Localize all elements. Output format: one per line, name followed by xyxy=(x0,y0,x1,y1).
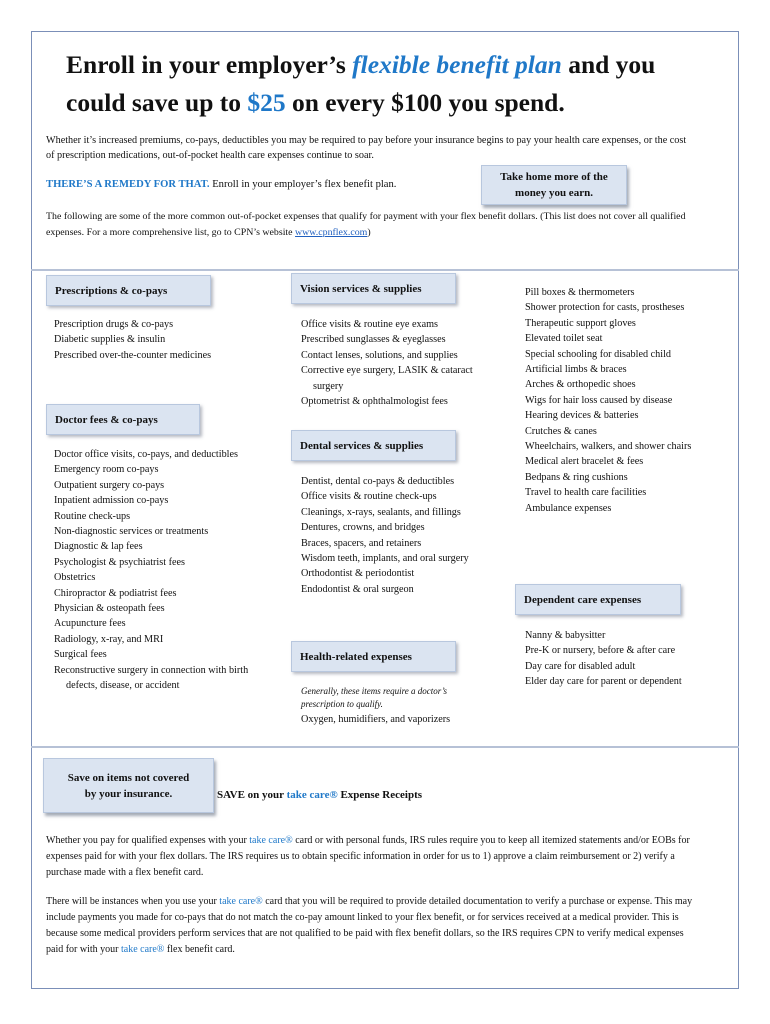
list-item: Non-diagnostic services or treatments xyxy=(54,526,209,538)
list-item: Cleanings, x-rays, sealants, and fillings xyxy=(301,506,461,518)
list-item: Prescribed over-the-counter medicines xyxy=(54,349,212,361)
list-item: Dentures, crowns, and bridges xyxy=(301,522,425,534)
misc-list xyxy=(525,285,720,516)
list-item: Crutches & canes xyxy=(525,425,597,437)
dependent-care-list xyxy=(525,628,720,690)
list-item: Inpatient admission co-pays xyxy=(54,495,169,507)
list-item: Physician & osteopath fees xyxy=(54,603,165,615)
list-item: Doctor office visits, co-pays, and deductibles xyxy=(54,449,238,460)
section-divider-bottom xyxy=(31,746,739,748)
list-item: Elevated toilet seat xyxy=(525,333,603,345)
dental-list xyxy=(301,474,501,597)
list-item: Nanny & babysitter xyxy=(525,630,606,641)
list-item: Emergency room co-pays xyxy=(54,464,159,476)
prescriptions-heading: Prescriptions & co-pays xyxy=(46,275,211,306)
doctor-fees-heading: Doctor fees & co-pays xyxy=(46,404,200,435)
list-item: Corrective eye surgery, LASIK & cataract surgery xyxy=(301,365,473,392)
list-item: Dentist, dental co-pays & deductibles xyxy=(301,476,455,487)
list-item: Braces, spacers, and retainers xyxy=(301,537,422,549)
list-item: Psychologist & psychiatrist fees xyxy=(54,556,186,568)
following-paragraph: The following are some of the more common out-of-pocket expenses that qualify for payment with your flex benefit dollars. (This list does not cover all qualified expenses. For a more comprehensive list, go to CPN’s website www.cpnflex.com) xyxy=(46,211,686,238)
list-item: Wigs for hair loss caused by disease xyxy=(525,394,673,406)
list-item: Day care for disabled adult xyxy=(525,660,636,672)
health-note: Generally, these items require a doctor’s prescription to qualify. xyxy=(301,686,447,709)
list-item: Elder day care for parent or dependent xyxy=(525,676,682,688)
list-item: Acupuncture fees xyxy=(54,618,126,630)
list-item: Office visits & routine eye exams xyxy=(301,319,439,330)
health-list xyxy=(301,712,501,727)
list-item: Pill boxes & thermometers xyxy=(525,287,635,298)
vision-list xyxy=(301,317,501,409)
list-item: Routine check-ups xyxy=(54,510,131,522)
intro-paragraph: Whether it’s increased premiums, co-pays, deductibles you may be required to pay before your insurance begins to pay your health care expenses, or the cost of prescription medications, out-of-pocket health care expenses continue to soar. xyxy=(46,135,687,161)
list-item: Obstetrics xyxy=(54,572,96,584)
list-item: Travel to health care facilities xyxy=(525,487,647,499)
list-item: Reconstructive surgery in connection with birth defects, disease, or accident xyxy=(54,664,249,692)
list-item: Shower protection for casts, prostheses xyxy=(525,302,685,314)
title-amount: $25 xyxy=(247,88,286,117)
list-item: Arches & orthopedic shoes xyxy=(525,379,636,391)
take-care-brand: take care® xyxy=(121,944,165,955)
callout-take-home: Take home more of the money you earn. xyxy=(481,165,627,205)
title-highlight: flexible benefit plan xyxy=(352,50,562,79)
list-item: Optometrist & ophthalmologist fees xyxy=(301,396,448,408)
list-item: Wheelchairs, walkers, and shower chairs xyxy=(525,441,692,453)
take-care-brand: take care® xyxy=(249,835,293,846)
cpnflex-link[interactable]: www.cpnflex.com xyxy=(295,226,368,238)
list-item: Orthodontist & periodontist xyxy=(301,568,415,580)
section-divider-top xyxy=(31,269,739,271)
list-item: Prescription drugs & co-pays xyxy=(54,319,174,330)
save-receipts-title: SAVE on your take care® Expense Receipts xyxy=(217,789,423,801)
list-item: Special schooling for disabled child xyxy=(525,348,671,360)
list-item: Endodontist & oral surgeon xyxy=(301,583,414,595)
list-item: Outpatient surgery co-pays xyxy=(54,479,165,491)
dental-heading: Dental services & supplies xyxy=(291,430,456,461)
prescriptions-list xyxy=(54,317,274,363)
remedy-line: THERE’S A REMEDY FOR THAT. Enroll in your employer’s flex benefit plan. xyxy=(46,179,397,190)
take-care-brand: take care® xyxy=(219,896,263,907)
list-item: Diabetic supplies & insulin xyxy=(54,334,166,346)
list-item: Artificial limbs & braces xyxy=(525,364,627,376)
list-item: Ambulance expenses xyxy=(525,502,612,514)
list-item: Wisdom teeth, implants, and oral surgery xyxy=(301,553,469,565)
vision-heading: Vision services & supplies xyxy=(291,273,456,304)
receipts-paragraph-2: There will be instances when you use your take care® card that you will be required to provide detailed documentation to verify a purchase or expense. This may include payments you made for co-pays that do not match the co-pay amount linked to your flex benefit, or for services received at a medical provider. This is because some medical providers perform services that are not qualified to be paid with flex benefit dollars, so the IRS requires CPN to verify medical expenses paid for with your take care® flex benefit card. xyxy=(46,896,693,955)
list-item: Contact lenses, solutions, and supplies xyxy=(301,349,458,361)
list-item: Bedpans & ring cushions xyxy=(525,471,628,483)
callout-save-items: Save on items not covered by your insurance. xyxy=(43,758,214,813)
doctor-fees-list xyxy=(54,447,274,694)
health-heading: Health-related expenses xyxy=(291,641,456,672)
list-item: Surgical fees xyxy=(54,649,107,661)
page-title: Enroll in your employer’s flexible benefit plan and you could save up to $25 on every $100 you spend. xyxy=(66,50,656,117)
dependent-care-heading: Dependent care expenses xyxy=(515,584,681,615)
list-item: Radiology, x-ray, and MRI xyxy=(54,633,164,645)
list-item: Medical alert bracelet & fees xyxy=(525,456,644,468)
list-item: Prescribed sunglasses & eyeglasses xyxy=(301,334,446,346)
take-care-brand: take care® xyxy=(286,789,338,801)
remedy-heading: THERE’S A REMEDY FOR THAT. xyxy=(46,179,210,190)
list-item: Diagnostic & lap fees xyxy=(54,541,143,553)
receipts-paragraph-1: Whether you pay for qualified expenses with your take care® card or with personal funds, IRS rules require you to keep all itemized statements and/or EOBs for expenses paid for with your flex dollars. The IRS requires us to obtain specific information in order for us to 1) approve a claim reimbursement or 2) verify a purchase made with a flex benefit card. xyxy=(46,835,690,878)
list-item: Chiropractor & podiatrist fees xyxy=(54,587,177,599)
list-item: Therapeutic support gloves xyxy=(525,317,636,329)
list-item: Office visits & routine check-ups xyxy=(301,491,437,503)
list-item: Pre-K or nursery, before & after care xyxy=(525,645,676,657)
list-item: Hearing devices & batteries xyxy=(525,410,639,422)
list-item: Oxygen, humidifiers, and vaporizers xyxy=(301,714,451,725)
